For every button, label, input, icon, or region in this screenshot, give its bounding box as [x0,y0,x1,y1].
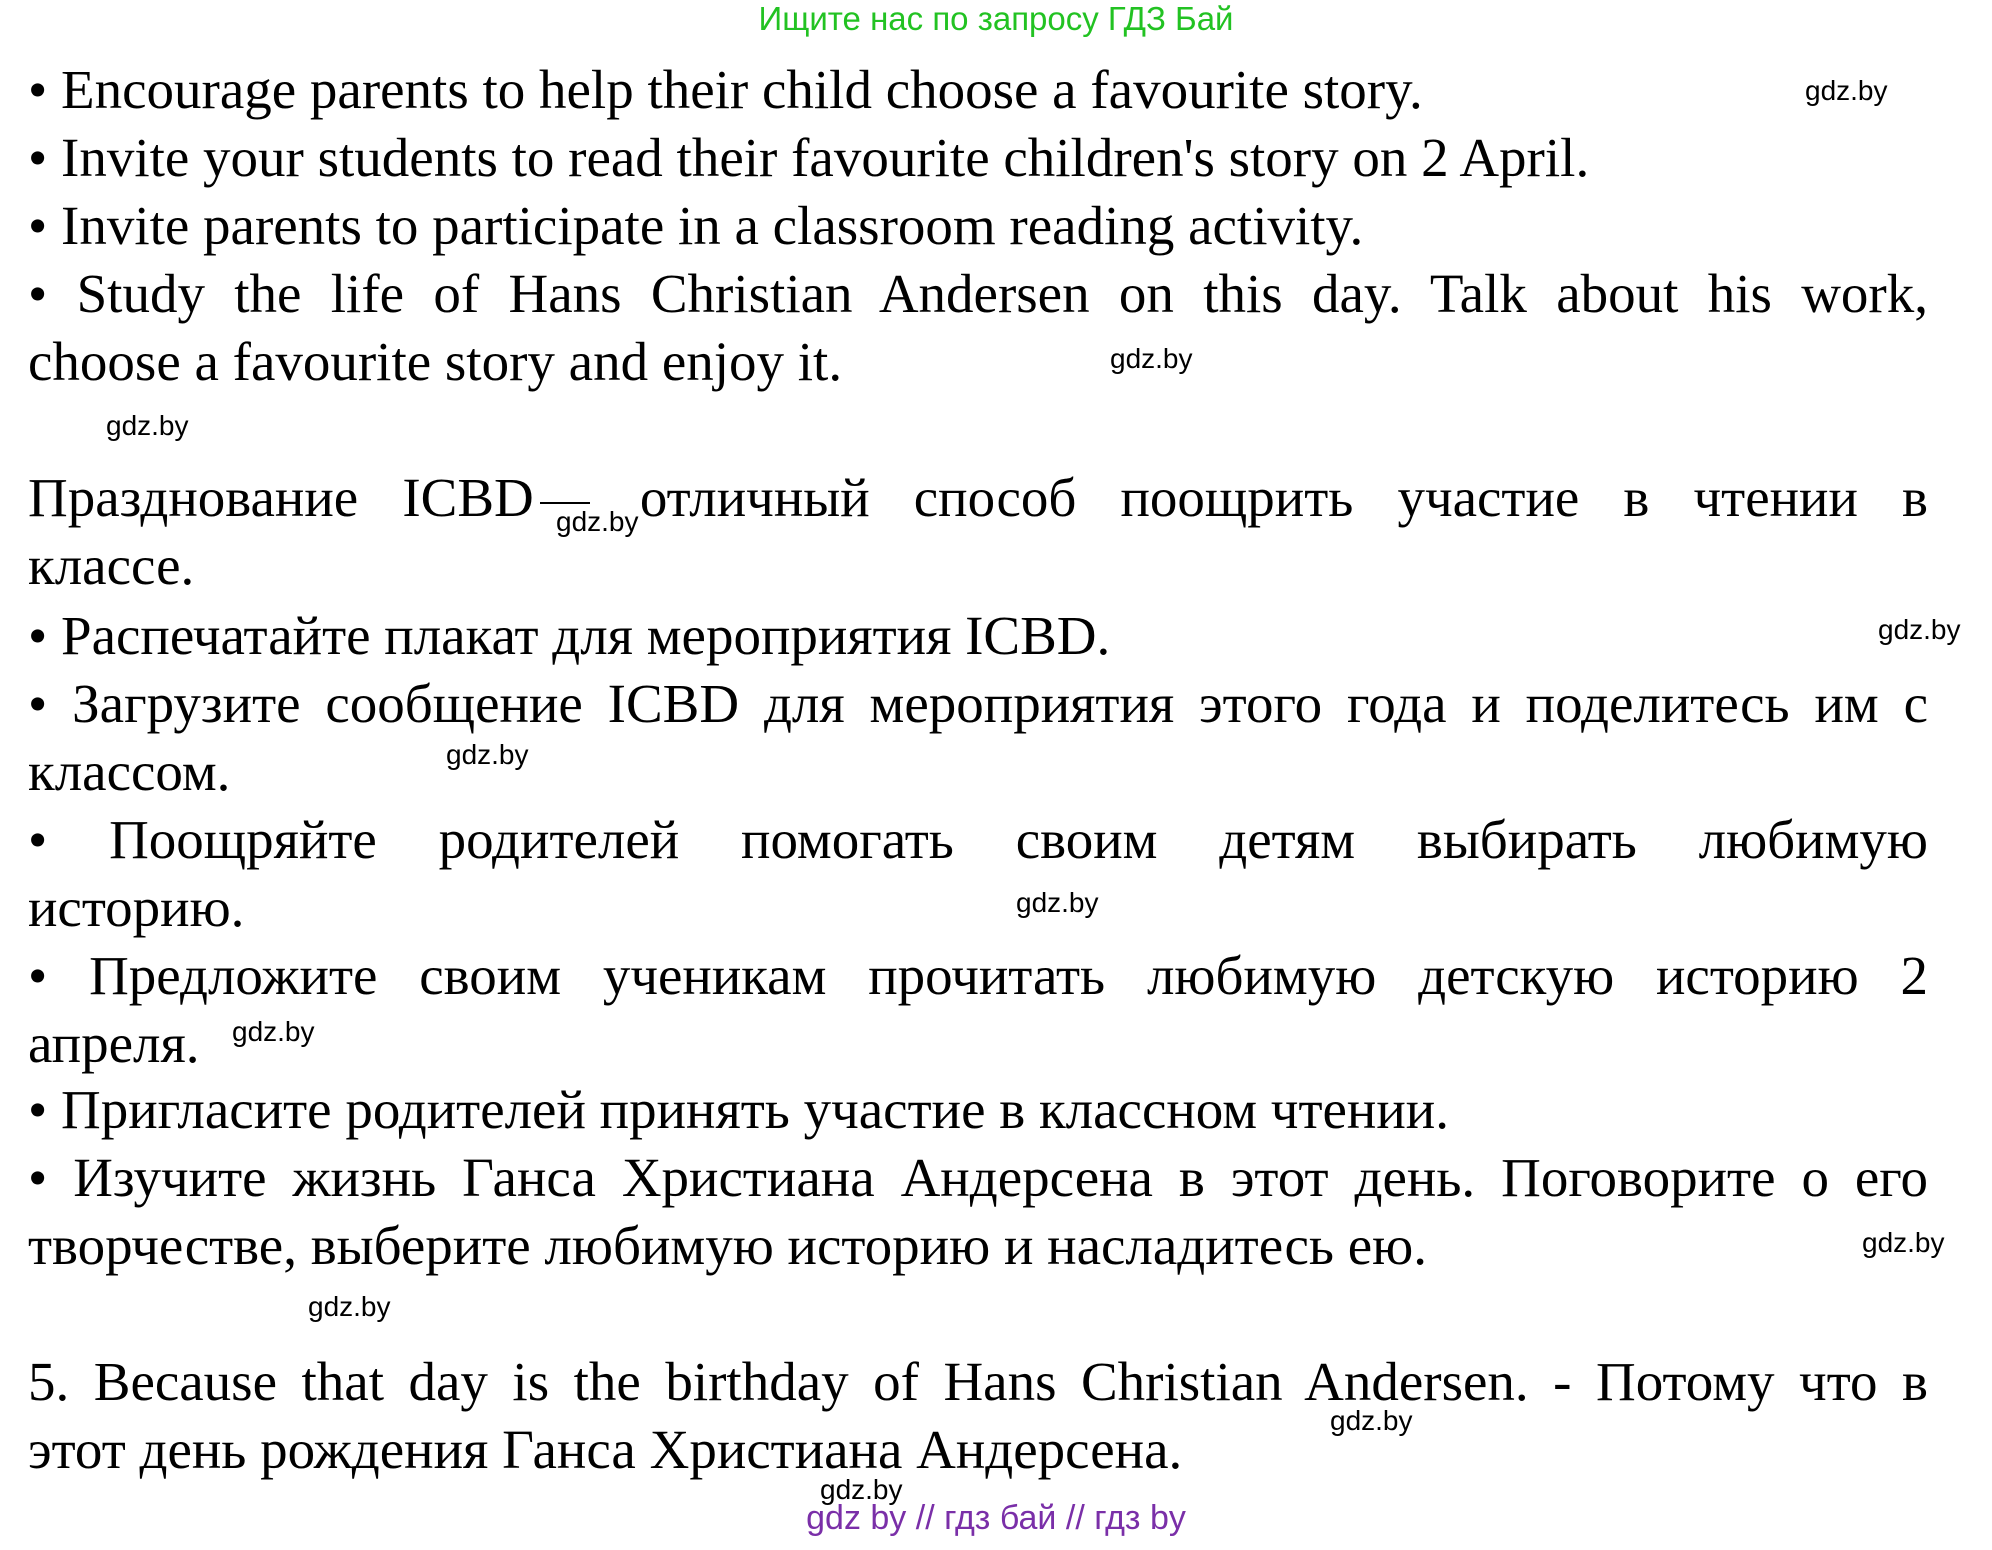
russian-bullet-4: • Предложите своим ученикам прочитать любимую детскую историю 2 [28,945,1928,1006]
watermark: gdz.by [106,410,189,441]
russian-intro-line-1 [28,466,1928,530]
russian-intro-line-2: классе. [28,535,195,596]
watermark: gdz.by [1330,1405,1413,1436]
watermark: gdz.by [1110,343,1193,374]
english-bullet-4-continued: choose a favourite story and enjoy it. [28,331,843,392]
watermark: gdz.by [232,1016,315,1047]
footer-links: gdz by // гдз бай // гдз by [806,1499,1186,1537]
watermark: gdz.by [1016,887,1099,918]
russian-bullet-6-continued: творчестве, выберите любимую историю и насладитесь ею. [28,1215,1427,1276]
watermark: gdz.by [1878,614,1961,645]
top-banner: Ищите нас по запросу ГДЗ Бай [758,0,1234,37]
english-bullet-4: • Study the life of Hans Christian Andersen on this day. Talk about his work, [28,263,1928,324]
russian-bullet-5: • Пригласите родителей принять участие в классном чтении. [28,1079,1449,1140]
watermark: gdz.by [1862,1227,1945,1258]
russian-bullet-3: • Поощряйте родителей помогать своим детям выбирать любимую [28,809,1928,870]
russian-bullet-2-continued: классом. [28,741,231,802]
russian-intro-part2: отличный способ поощрить участие в чтении в [639,467,1929,528]
russian-bullet-2: • Загрузите сообщение ICBD для мероприятия этого года и поделитесь им с [28,673,1928,734]
watermark: gdz.by [446,739,529,770]
russian-bullet-6: • Изучите жизнь Ганса Христиана Андерсена в этот день. Поговорите о его [28,1147,1928,1208]
answer-5-line-2: этот день рождения Ганса Христиана Андерсена. [28,1419,1183,1480]
watermark: gdz.by [556,506,639,537]
russian-bullet-4-continued: апреля. [28,1013,200,1074]
watermark: gdz.by [308,1291,391,1322]
english-bullet-1: • Encourage parents to help their child choose a favourite story. [28,59,1423,120]
answer-5-line-1: 5. Because that day is the birthday of Hans Christian Andersen. - Потому что в [28,1351,1928,1412]
english-bullet-3: • Invite parents to participate in a classroom reading activity. [28,195,1364,256]
watermark: gdz.by [820,1474,903,1505]
watermark: gdz.by [1805,75,1888,106]
russian-intro-part1: Празднование ICBD [28,467,534,528]
dash-divider [540,502,590,504]
english-bullet-2: • Invite your students to read their favourite children's story on 2 April. [28,127,1590,188]
russian-bullet-1: • Распечатайте плакат для мероприятия ICBD. [28,605,1111,666]
russian-bullet-3-continued: историю. [28,877,245,938]
